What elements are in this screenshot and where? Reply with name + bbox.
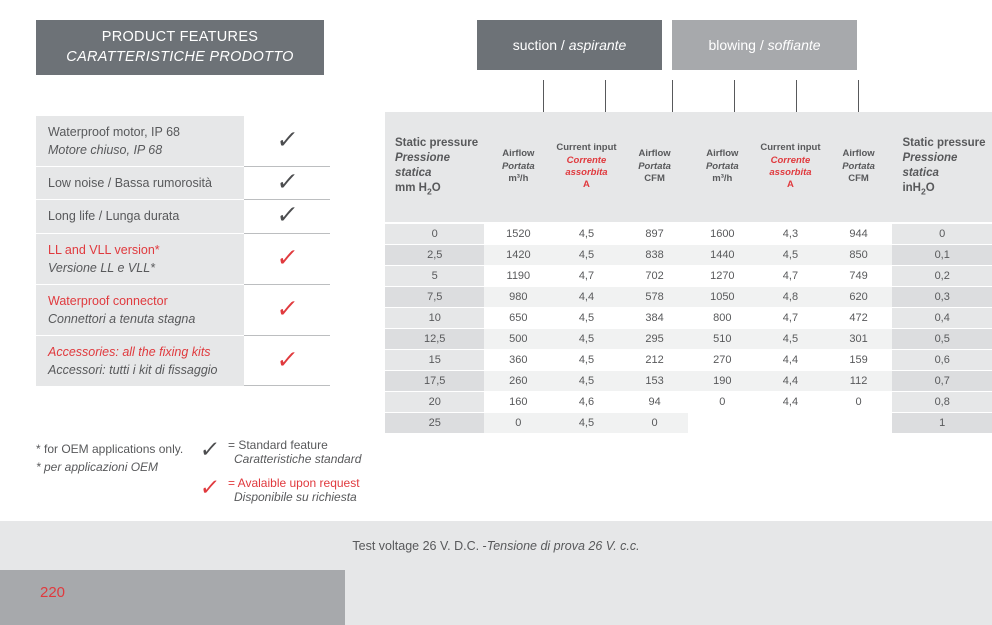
table-row: [385, 308, 992, 329]
cell-airflow-cfm-suction: 838: [621, 245, 689, 266]
legend-item: [200, 438, 500, 466]
feature-check-on-request: ✓: [244, 234, 330, 285]
feature-row: [36, 234, 330, 285]
cell-airflow-cfm-blowing: 0: [825, 392, 893, 413]
cell-airflow-mh-blowing: 510: [688, 329, 756, 350]
legend-oem-en: * for OEM applications only.: [36, 442, 184, 456]
table-row: [385, 371, 992, 392]
cell-static-pressure-mm: 5: [385, 266, 484, 287]
cell-airflow-mh-suction: 1420: [484, 245, 552, 266]
cell-airflow-mh-suction: 0: [484, 413, 552, 434]
cell-static-pressure-mm: 20: [385, 392, 484, 413]
mode-blowing-label-it: soffiante: [767, 37, 821, 53]
mode-blowing-label-en: blowing /: [708, 37, 768, 53]
cell-airflow-cfm-blowing: 749: [825, 266, 893, 287]
cell-airflow-cfm-suction: 897: [621, 223, 689, 245]
cell-airflow-cfm-suction: 94: [621, 392, 689, 413]
feature-check-on-request: ✓: [244, 336, 330, 386]
column-header-airflow-cfm-blowing: Airflow Portata CFM: [825, 112, 893, 223]
feature-check-standard: ✓: [244, 200, 330, 233]
cell-current-suction: 4,5: [552, 223, 620, 245]
cell-airflow-cfm-blowing: 112: [825, 371, 893, 392]
legend-item-label-en: = Avalaible upon request: [228, 476, 360, 490]
feature-label: [36, 285, 244, 336]
cell-static-pressure-in: 0,1: [892, 245, 992, 266]
cell-airflow-mh-blowing: 1440: [688, 245, 756, 266]
cell-current-suction: 4,5: [552, 350, 620, 371]
cell-static-pressure-mm: 2,5: [385, 245, 484, 266]
feature-label-it: Accessori: tutti i kit di fissaggio: [48, 363, 218, 378]
cell-static-pressure-in: 0,2: [892, 266, 992, 287]
test-voltage-en: Test voltage 26 V. D.C. -: [352, 538, 487, 553]
column-header-airflow-mh-blowing: Airflow Portata m³/h: [688, 112, 756, 223]
cell-static-pressure-mm: 7,5: [385, 287, 484, 308]
feature-row: [36, 336, 330, 386]
cell-static-pressure-in: 0,4: [892, 308, 992, 329]
table-row: [385, 392, 992, 413]
cell-static-pressure-mm: 15: [385, 350, 484, 371]
cell-airflow-mh-blowing: 1050: [688, 287, 756, 308]
feature-label-en: Waterproof connector: [48, 293, 168, 308]
cell-airflow-cfm-blowing: 620: [825, 287, 893, 308]
legend-item-label-en: = Standard feature: [228, 438, 328, 452]
cell-airflow-mh-blowing: 1270: [688, 266, 756, 287]
table-row: [385, 287, 992, 308]
cell-current-suction: 4,5: [552, 413, 620, 434]
cell-airflow-cfm-blowing: 472: [825, 308, 893, 329]
cell-airflow-mh-suction: 980: [484, 287, 552, 308]
table-row: [385, 350, 992, 371]
cell-airflow-mh-suction: 1190: [484, 266, 552, 287]
feature-row: [36, 116, 330, 167]
check-icon: ✓: [198, 437, 222, 463]
check-icon: ✓: [198, 475, 222, 501]
cell-airflow-cfm-suction: 0: [621, 413, 689, 434]
column-header-static-pressure-mm: Static pressure Pressione statica mm $H_2O$: [385, 112, 484, 223]
cell-airflow-cfm-suction: 578: [621, 287, 689, 308]
cell-airflow-mh-blowing: 270: [688, 350, 756, 371]
column-header-airflow-cfm-suction: Airflow Portata CFM: [621, 112, 689, 223]
column-divider: [734, 80, 735, 112]
cell-current-suction: 4,6: [552, 392, 620, 413]
cell-airflow-cfm-suction: 212: [621, 350, 689, 371]
feature-check-standard: ✓: [244, 116, 330, 167]
table-row: [385, 329, 992, 350]
column-header-current-input-blowing: Current input Corrente assorbita A: [756, 112, 824, 223]
cell-airflow-mh-suction: 260: [484, 371, 552, 392]
table-header-row: [385, 112, 992, 223]
feature-label: [36, 336, 244, 386]
cell-airflow-cfm-suction: 153: [621, 371, 689, 392]
legend-oem-it: * per applicazioni OEM: [36, 460, 159, 474]
feature-row: [36, 285, 330, 336]
feature-label-en: Waterproof motor, IP 68: [48, 125, 181, 139]
column-divider: [543, 80, 544, 112]
cell-current-suction: 4,5: [552, 329, 620, 350]
cell-static-pressure-mm: 0: [385, 223, 484, 245]
cell-static-pressure-in: 0,6: [892, 350, 992, 371]
cell-airflow-mh-suction: 360: [484, 350, 552, 371]
table-row: [385, 223, 992, 245]
table-row: [385, 266, 992, 287]
cell-airflow-cfm-blowing: [825, 413, 893, 434]
cell-static-pressure-in: 0: [892, 223, 992, 245]
cell-static-pressure-in: 0,5: [892, 329, 992, 350]
table-row: [385, 413, 992, 434]
cell-airflow-mh-blowing: 0: [688, 392, 756, 413]
cell-airflow-cfm-blowing: 159: [825, 350, 893, 371]
mode-suction-label-en: suction /: [512, 37, 569, 53]
table-row: [385, 245, 992, 266]
cell-airflow-mh-blowing: [688, 413, 756, 434]
cell-current-blowing: 4,7: [756, 266, 824, 287]
cell-airflow-mh-suction: 1520: [484, 223, 552, 245]
cell-current-blowing: [756, 413, 824, 434]
cell-current-blowing: 4,4: [756, 371, 824, 392]
mode-header-suction: [477, 20, 662, 70]
cell-current-blowing: 4,5: [756, 245, 824, 266]
product-features-title-en: PRODUCT FEATURES: [101, 28, 259, 45]
feature-check-standard: ✓: [244, 167, 330, 200]
feature-row: [36, 167, 330, 200]
cell-current-blowing: 4,8: [756, 287, 824, 308]
cell-static-pressure-in: 0,3: [892, 287, 992, 308]
product-features-header: [36, 20, 324, 75]
test-voltage-note: [0, 521, 992, 570]
feature-label-it: Versione LL e VLL*: [48, 260, 156, 275]
product-features-table: [36, 116, 330, 386]
cell-airflow-cfm-suction: 702: [621, 266, 689, 287]
cell-airflow-cfm-blowing: 944: [825, 223, 893, 245]
feature-label-it: Motore chiuso, IP 68: [48, 143, 163, 158]
cell-airflow-mh-suction: 160: [484, 392, 552, 413]
column-divider: [858, 80, 859, 112]
cell-current-suction: 4,5: [552, 371, 620, 392]
cell-current-suction: 4,5: [552, 308, 620, 329]
column-header-airflow-mh-suction: Airflow Portata m³/h: [484, 112, 552, 223]
test-voltage-it: Tensione di prova 26 V. c.c.: [486, 538, 640, 553]
legend-item-label-it: Disponibile su richiesta: [234, 490, 357, 504]
cell-airflow-mh-blowing: 800: [688, 308, 756, 329]
cell-current-blowing: 4,4: [756, 350, 824, 371]
feature-label: [36, 116, 244, 167]
cell-airflow-mh-blowing: 1600: [688, 223, 756, 245]
column-header-static-pressure-in: Static pressure Pressione statica inH$_2$O: [892, 112, 992, 223]
cell-static-pressure-in: 0,7: [892, 371, 992, 392]
legend-item-label-it: Caratteristiche standard: [234, 452, 362, 466]
column-header-current-input-suction: Current input Corrente assorbita A: [552, 112, 620, 223]
cell-current-blowing: 4,4: [756, 392, 824, 413]
feature-label-en: LL and VLL version*: [48, 242, 160, 257]
cell-airflow-mh-suction: 650: [484, 308, 552, 329]
legend-item: [200, 476, 500, 504]
cell-static-pressure-mm: 17,5: [385, 371, 484, 392]
feature-label: [36, 234, 244, 285]
cell-current-suction: 4,4: [552, 287, 620, 308]
column-divider: [605, 80, 606, 112]
cell-current-suction: 4,7: [552, 266, 620, 287]
cell-current-blowing: 4,5: [756, 329, 824, 350]
cell-static-pressure-mm: 10: [385, 308, 484, 329]
cell-current-blowing: 4,7: [756, 308, 824, 329]
cell-current-suction: 4,5: [552, 245, 620, 266]
column-divider: [796, 80, 797, 112]
feature-label-en: Accessories: all the fixing kits: [48, 345, 211, 359]
page-number: 220: [0, 570, 345, 625]
cell-static-pressure-in: 0,8: [892, 392, 992, 413]
cell-static-pressure-mm: 25: [385, 413, 484, 434]
cell-static-pressure-mm: 12,5: [385, 329, 484, 350]
cell-airflow-cfm-suction: 384: [621, 308, 689, 329]
feature-label: [36, 200, 244, 233]
cell-airflow-cfm-blowing: 301: [825, 329, 893, 350]
feature-label-en: Long life / Lunga durata: [48, 209, 180, 224]
column-divider: [672, 80, 673, 112]
cell-airflow-mh-suction: 500: [484, 329, 552, 350]
legend-symbols: [200, 438, 500, 514]
mode-header-blowing: [672, 20, 857, 70]
feature-row: [36, 200, 330, 233]
cell-airflow-cfm-blowing: 850: [825, 245, 893, 266]
mode-suction-label-it: aspirante: [568, 37, 627, 53]
feature-label-en: Low noise / Bassa rumorosità: [48, 176, 212, 191]
feature-label-it: Connettori a tenuta stagna: [48, 311, 196, 326]
feature-check-on-request: ✓: [244, 285, 330, 336]
cell-current-blowing: 4,3: [756, 223, 824, 245]
cell-airflow-mh-blowing: 190: [688, 371, 756, 392]
performance-data-table: [385, 112, 992, 434]
feature-label: [36, 167, 244, 200]
cell-airflow-cfm-suction: 295: [621, 329, 689, 350]
product-features-title-it: CARATTERISTICHE PRODOTTO: [66, 48, 294, 65]
cell-static-pressure-in: 1: [892, 413, 992, 434]
